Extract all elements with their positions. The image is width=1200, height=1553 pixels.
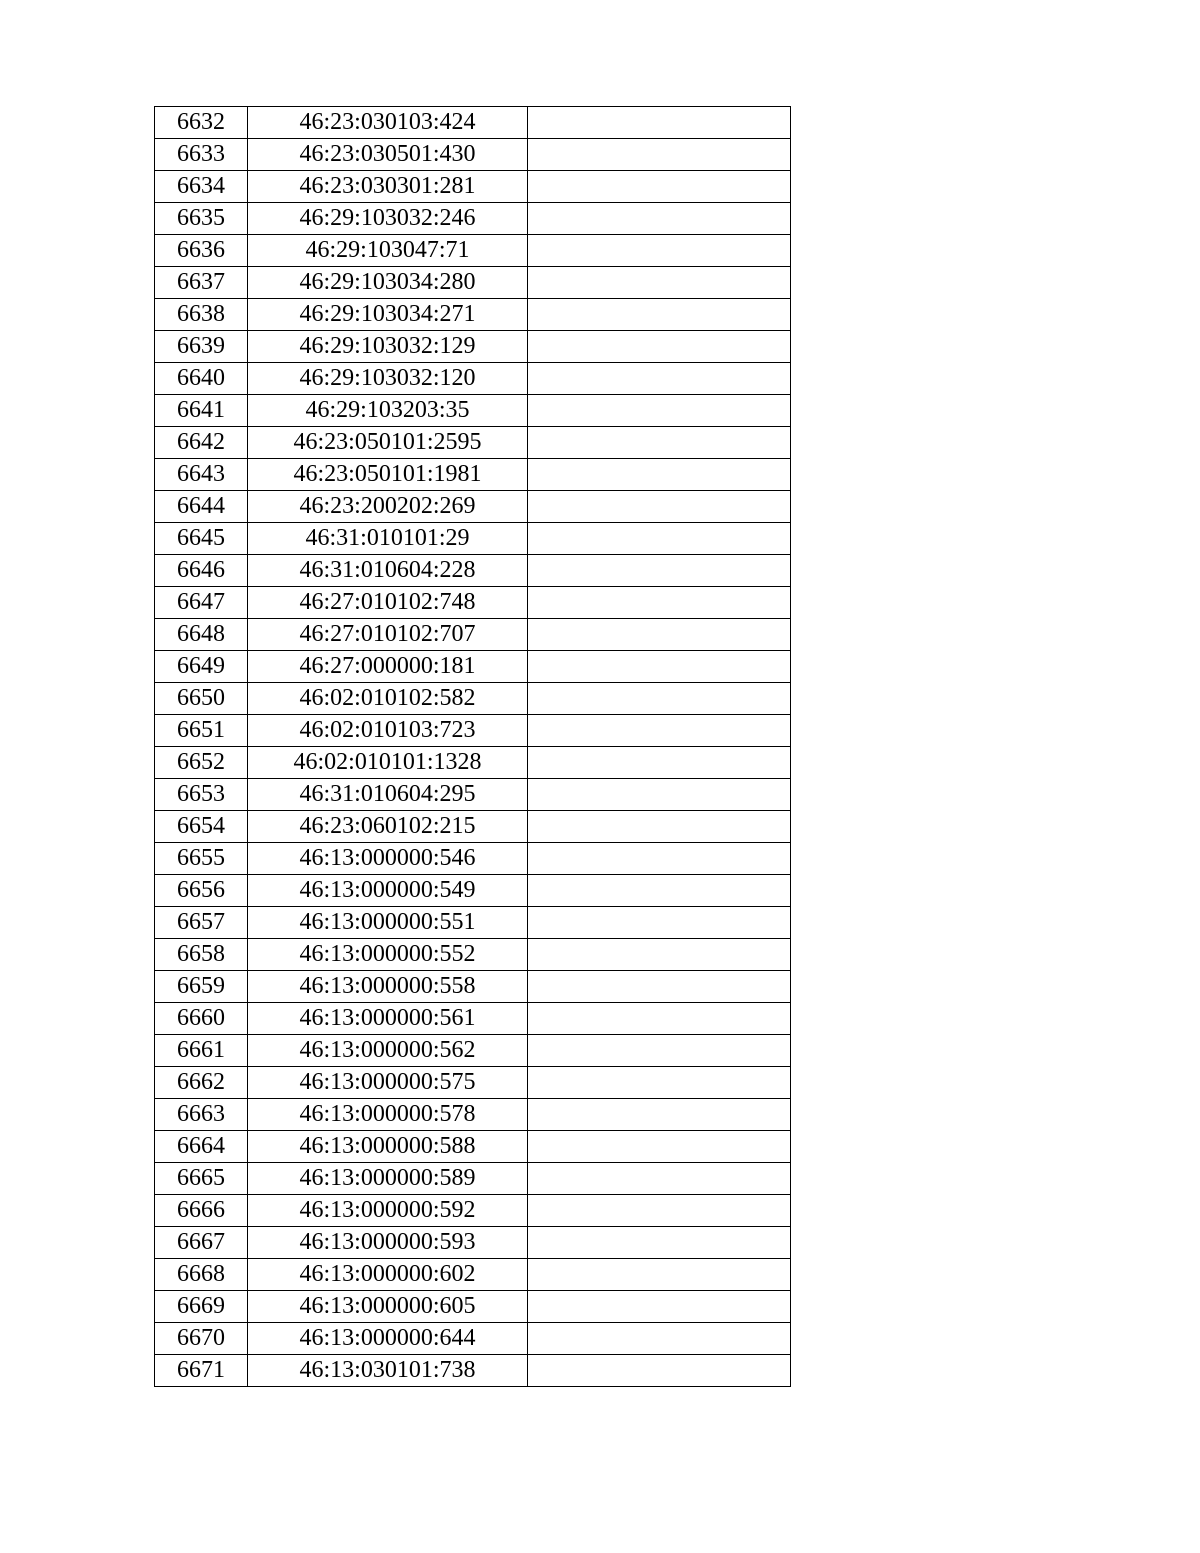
table-row — [155, 363, 791, 395]
cadastral-number-cell: 46:23:030501:430 — [248, 139, 528, 171]
table-row — [155, 523, 791, 555]
table-row — [155, 491, 791, 523]
row-number-cell: 6634 — [155, 171, 248, 203]
cadastral-number-cell: 46:13:000000:578 — [248, 1099, 528, 1131]
table-row — [155, 715, 791, 747]
cadastral-number-cell: 46:29:103032:129 — [248, 331, 528, 363]
row-number-cell: 6662 — [155, 1067, 248, 1099]
empty-note-cell — [528, 779, 791, 811]
row-number-cell: 6657 — [155, 907, 248, 939]
cadastral-number-cell: 46:13:000000:605 — [248, 1291, 528, 1323]
cadastral-number-cell: 46:13:000000:602 — [248, 1259, 528, 1291]
table-row — [155, 555, 791, 587]
table-row — [155, 235, 791, 267]
row-number-cell: 6666 — [155, 1195, 248, 1227]
row-number-cell: 6656 — [155, 875, 248, 907]
row-number-cell: 6652 — [155, 747, 248, 779]
table-row — [155, 907, 791, 939]
empty-note-cell — [528, 1323, 791, 1355]
table-row — [155, 203, 791, 235]
table-row — [155, 587, 791, 619]
row-number-cell: 6653 — [155, 779, 248, 811]
empty-note-cell — [528, 459, 791, 491]
cadastral-number-cell: 46:13:000000:551 — [248, 907, 528, 939]
row-number-cell: 6645 — [155, 523, 248, 555]
empty-note-cell — [528, 427, 791, 459]
cadastral-number-cell: 46:02:010103:723 — [248, 715, 528, 747]
empty-note-cell — [528, 619, 791, 651]
row-number-cell: 6651 — [155, 715, 248, 747]
row-number-cell: 6643 — [155, 459, 248, 491]
table-row — [155, 1259, 791, 1291]
cadastral-number-cell: 46:13:000000:592 — [248, 1195, 528, 1227]
table-row — [155, 875, 791, 907]
row-number-cell: 6633 — [155, 139, 248, 171]
cadastral-number-cell: 46:13:000000:546 — [248, 843, 528, 875]
row-number-cell: 6646 — [155, 555, 248, 587]
empty-note-cell — [528, 1099, 791, 1131]
empty-note-cell — [528, 523, 791, 555]
row-number-cell: 6661 — [155, 1035, 248, 1067]
empty-note-cell — [528, 1227, 791, 1259]
row-number-cell: 6660 — [155, 1003, 248, 1035]
empty-note-cell — [528, 1195, 791, 1227]
table-row — [155, 267, 791, 299]
row-number-cell: 6637 — [155, 267, 248, 299]
empty-note-cell — [528, 1259, 791, 1291]
row-number-cell: 6650 — [155, 683, 248, 715]
table-row — [155, 107, 791, 139]
table-row — [155, 1099, 791, 1131]
table-row — [155, 171, 791, 203]
empty-note-cell — [528, 811, 791, 843]
row-number-cell: 6671 — [155, 1355, 248, 1387]
table-row — [155, 843, 791, 875]
cadastral-number-cell: 46:23:050101:1981 — [248, 459, 528, 491]
row-number-cell: 6658 — [155, 939, 248, 971]
cadastral-number-cell: 46:31:010604:228 — [248, 555, 528, 587]
empty-note-cell — [528, 715, 791, 747]
row-number-cell: 6644 — [155, 491, 248, 523]
empty-note-cell — [528, 235, 791, 267]
empty-note-cell — [528, 683, 791, 715]
table-row — [155, 1323, 791, 1355]
empty-note-cell — [528, 395, 791, 427]
table-row — [155, 1131, 791, 1163]
cadastral-number-cell: 46:13:030101:738 — [248, 1355, 528, 1387]
empty-note-cell — [528, 139, 791, 171]
cadastral-number-cell: 46:29:103203:35 — [248, 395, 528, 427]
row-number-cell: 6647 — [155, 587, 248, 619]
row-number-cell: 6664 — [155, 1131, 248, 1163]
table-row — [155, 939, 791, 971]
cadastral-number-cell: 46:13:000000:562 — [248, 1035, 528, 1067]
row-number-cell: 6648 — [155, 619, 248, 651]
empty-note-cell — [528, 299, 791, 331]
cadastral-number-cell: 46:27:010102:707 — [248, 619, 528, 651]
cadastral-number-cell: 46:13:000000:549 — [248, 875, 528, 907]
table-row — [155, 299, 791, 331]
cadastral-number-cell: 46:29:103034:280 — [248, 267, 528, 299]
empty-note-cell — [528, 267, 791, 299]
cadastral-number-cell: 46:27:000000:181 — [248, 651, 528, 683]
empty-note-cell — [528, 747, 791, 779]
empty-note-cell — [528, 1291, 791, 1323]
cadastral-number-cell: 46:13:000000:589 — [248, 1163, 528, 1195]
row-number-cell: 6649 — [155, 651, 248, 683]
cadastral-number-cell: 46:23:050101:2595 — [248, 427, 528, 459]
table-row — [155, 1067, 791, 1099]
empty-note-cell — [528, 491, 791, 523]
row-number-cell: 6636 — [155, 235, 248, 267]
empty-note-cell — [528, 587, 791, 619]
cadastral-number-cell: 46:13:000000:561 — [248, 1003, 528, 1035]
empty-note-cell — [528, 1355, 791, 1387]
cadastral-number-cell: 46:13:000000:593 — [248, 1227, 528, 1259]
empty-note-cell — [528, 1067, 791, 1099]
cadastral-number-cell: 46:27:010102:748 — [248, 587, 528, 619]
table-row — [155, 427, 791, 459]
empty-note-cell — [528, 651, 791, 683]
table-row — [155, 1227, 791, 1259]
cadastral-number-cell: 46:02:010102:582 — [248, 683, 528, 715]
cadastral-number-cell: 46:02:010101:1328 — [248, 747, 528, 779]
empty-note-cell — [528, 939, 791, 971]
empty-note-cell — [528, 907, 791, 939]
row-number-cell: 6638 — [155, 299, 248, 331]
cadastral-number-cell: 46:23:030301:281 — [248, 171, 528, 203]
cadastral-number-cell: 46:29:103032:120 — [248, 363, 528, 395]
table-row — [155, 1035, 791, 1067]
table-row — [155, 651, 791, 683]
table-row — [155, 331, 791, 363]
empty-note-cell — [528, 875, 791, 907]
row-number-cell: 6632 — [155, 107, 248, 139]
row-number-cell: 6665 — [155, 1163, 248, 1195]
cadastral-number-table — [154, 106, 791, 1387]
cadastral-number-cell: 46:29:103032:246 — [248, 203, 528, 235]
table-body — [155, 107, 791, 1387]
empty-note-cell — [528, 363, 791, 395]
empty-note-cell — [528, 1163, 791, 1195]
cadastral-number-cell: 46:13:000000:644 — [248, 1323, 528, 1355]
empty-note-cell — [528, 1035, 791, 1067]
cadastral-number-cell: 46:13:000000:588 — [248, 1131, 528, 1163]
empty-note-cell — [528, 171, 791, 203]
cadastral-number-cell: 46:29:103034:271 — [248, 299, 528, 331]
table-row — [155, 683, 791, 715]
table-row — [155, 619, 791, 651]
table-row — [155, 811, 791, 843]
row-number-cell: 6668 — [155, 1259, 248, 1291]
row-number-cell: 6642 — [155, 427, 248, 459]
table-row — [155, 971, 791, 1003]
table-row — [155, 747, 791, 779]
row-number-cell: 6639 — [155, 331, 248, 363]
empty-note-cell — [528, 203, 791, 235]
empty-note-cell — [528, 107, 791, 139]
row-number-cell: 6670 — [155, 1323, 248, 1355]
table-row — [155, 779, 791, 811]
cadastral-number-cell: 46:13:000000:575 — [248, 1067, 528, 1099]
table-row — [155, 459, 791, 491]
row-number-cell: 6654 — [155, 811, 248, 843]
empty-note-cell — [528, 331, 791, 363]
empty-note-cell — [528, 555, 791, 587]
table-row — [155, 1355, 791, 1387]
table-row — [155, 1291, 791, 1323]
row-number-cell: 6641 — [155, 395, 248, 427]
table-row — [155, 1195, 791, 1227]
empty-note-cell — [528, 971, 791, 1003]
cadastral-number-cell: 46:23:060102:215 — [248, 811, 528, 843]
row-number-cell: 6667 — [155, 1227, 248, 1259]
cadastral-number-cell: 46:13:000000:552 — [248, 939, 528, 971]
table-row — [155, 139, 791, 171]
cadastral-number-cell: 46:23:030103:424 — [248, 107, 528, 139]
row-number-cell: 6655 — [155, 843, 248, 875]
cadastral-number-cell: 46:31:010101:29 — [248, 523, 528, 555]
empty-note-cell — [528, 1003, 791, 1035]
empty-note-cell — [528, 843, 791, 875]
row-number-cell: 6663 — [155, 1099, 248, 1131]
cadastral-number-cell: 46:13:000000:558 — [248, 971, 528, 1003]
row-number-cell: 6640 — [155, 363, 248, 395]
cadastral-number-cell: 46:29:103047:71 — [248, 235, 528, 267]
table-row — [155, 1003, 791, 1035]
row-number-cell: 6635 — [155, 203, 248, 235]
empty-note-cell — [528, 1131, 791, 1163]
row-number-cell: 6669 — [155, 1291, 248, 1323]
table-row — [155, 1163, 791, 1195]
row-number-cell: 6659 — [155, 971, 248, 1003]
cadastral-number-cell: 46:31:010604:295 — [248, 779, 528, 811]
table-row — [155, 395, 791, 427]
cadastral-number-cell: 46:23:200202:269 — [248, 491, 528, 523]
